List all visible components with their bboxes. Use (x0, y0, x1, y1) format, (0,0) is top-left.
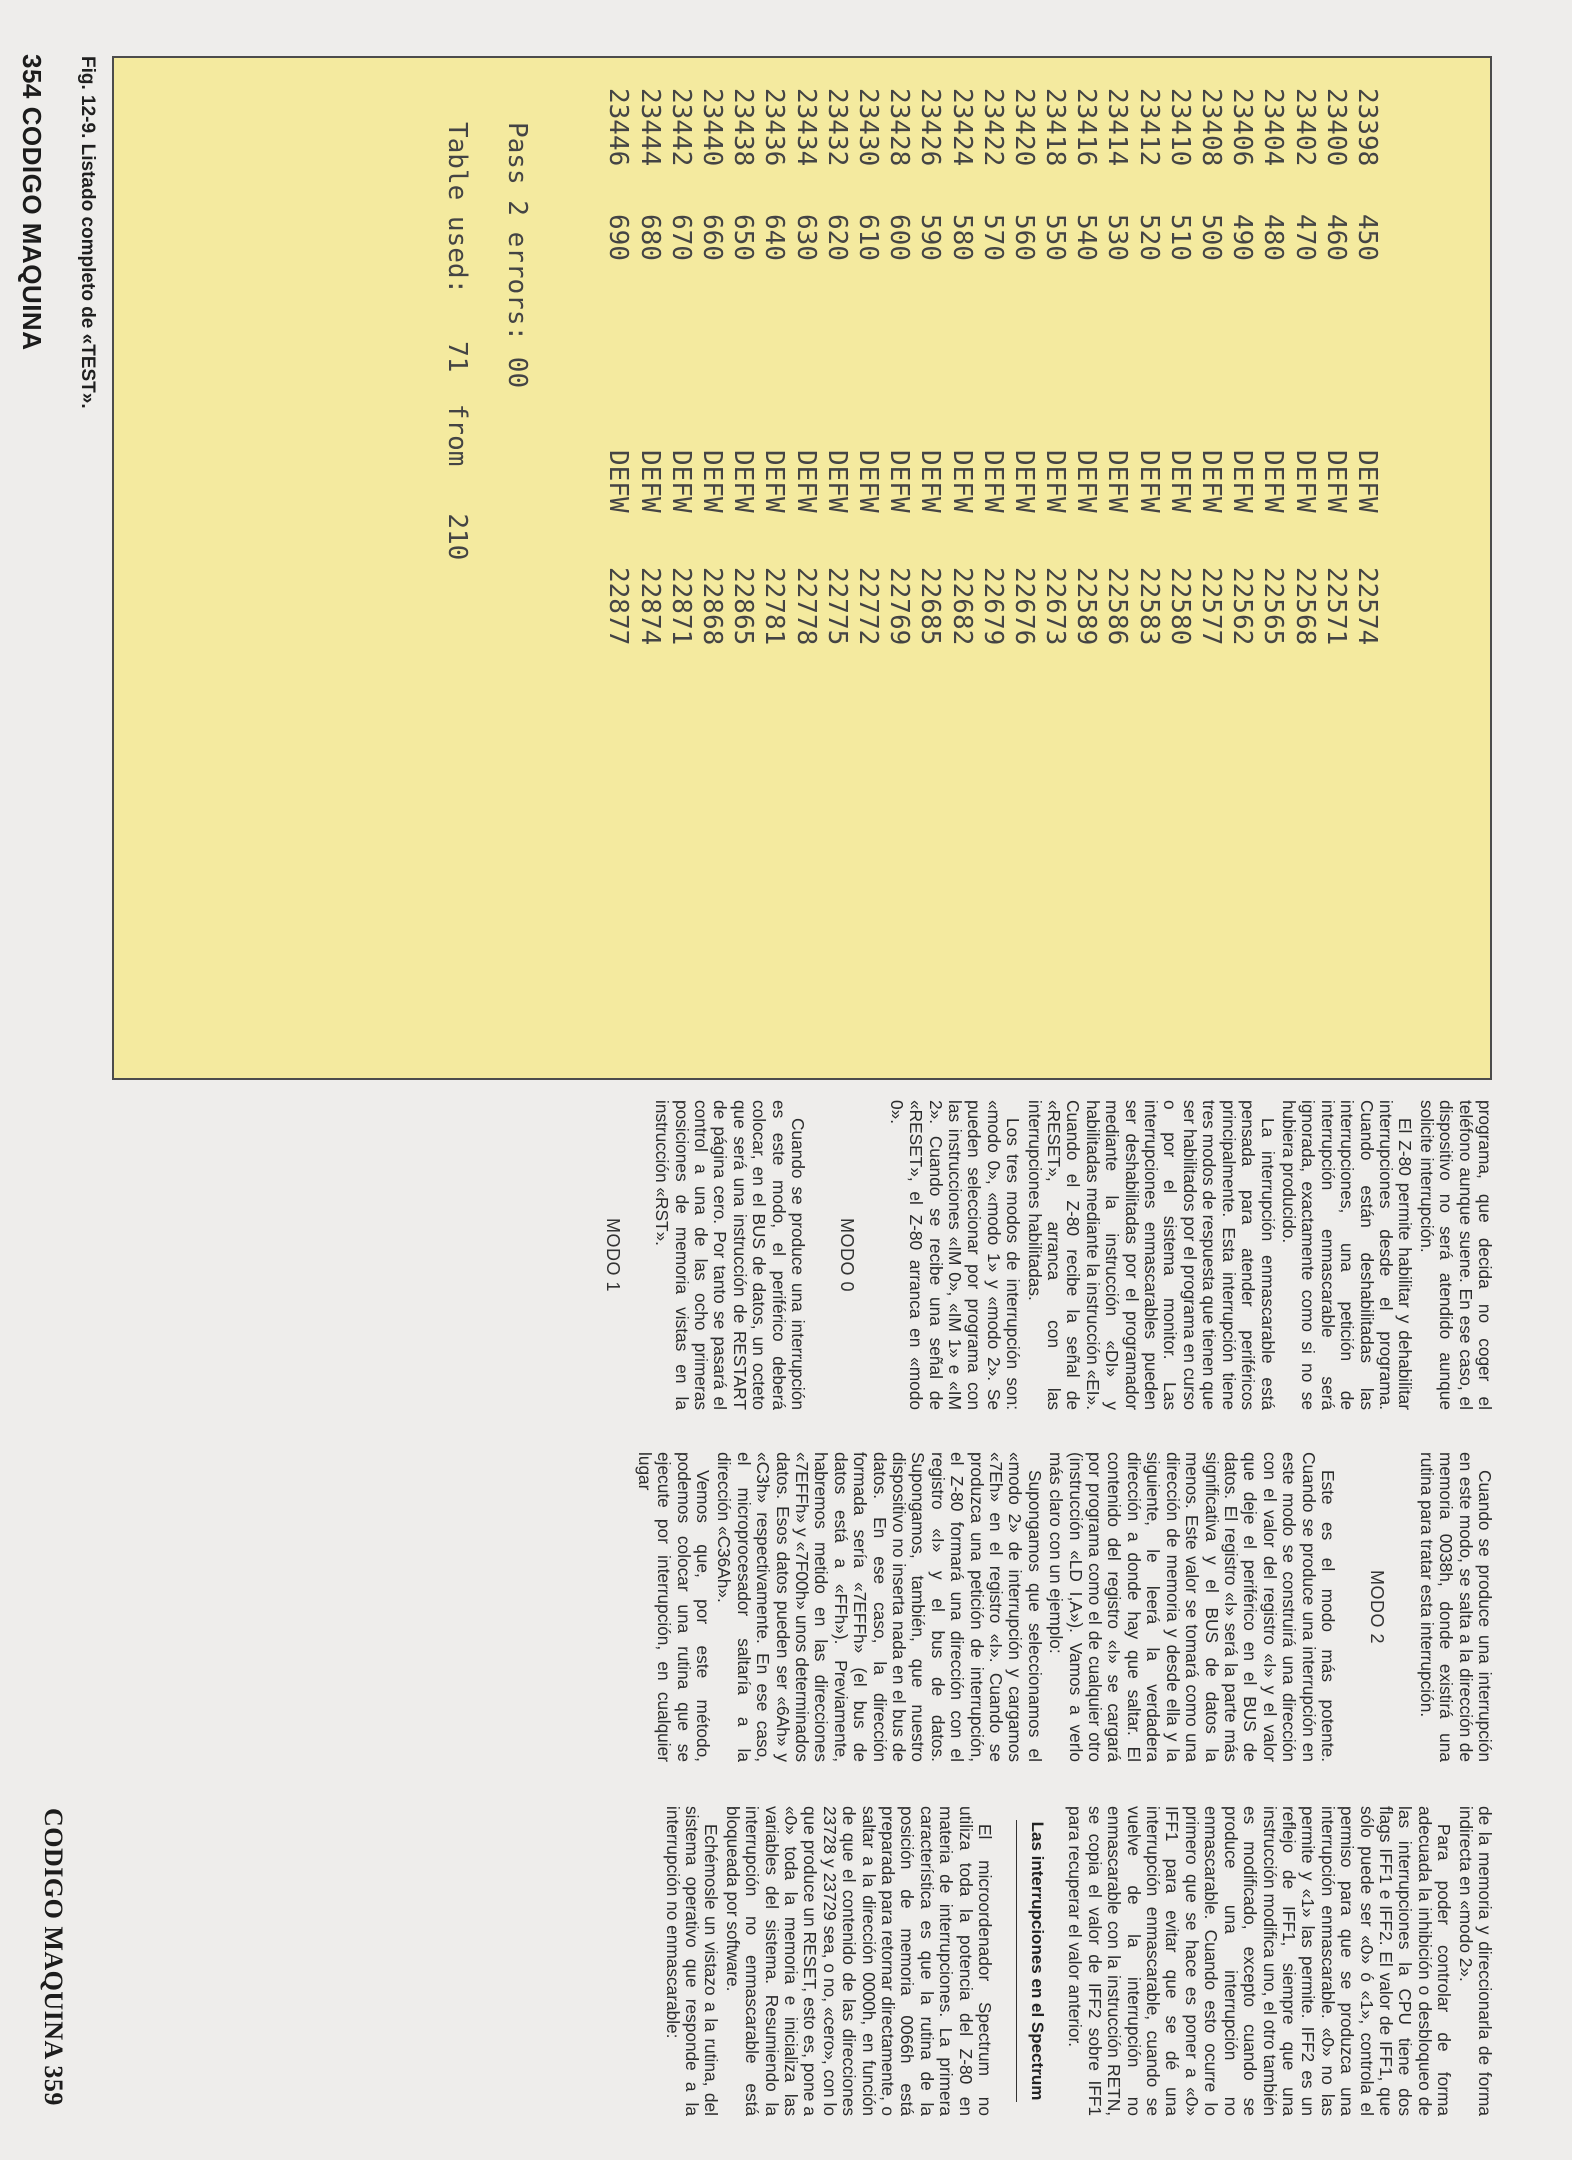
text-column-1 (572, 1100, 1494, 1410)
paragraph: Los tres modos de interrupción son: «modo 0», «modo 1» y «modo 2». Se pueden seleccionar por programa con las instrucciones «IM 0», «IM 1» e «IM 2». Cuando se recibe una señal de «RESET», el Z-80 arranca en «modo 0». (886, 1100, 1024, 1410)
value-cell: 22778 (790, 567, 821, 646)
directive-cell: DEFW (759, 450, 790, 513)
paragraph: Supongamos que seleccionamos el «modo 2» de interrupción y cargamos «7Eh» en el registro «I». Cuando se produzca una petición de interrupción, el Z-80 formará una dirección con el registro «I» y el bus de datos. Supongamos, también, que nuestro dispositivo no inserta nada en el bus de datos. En ese caso, la dirección formada sería «7EFFh» (el bus de datos está a «FFh»). Previamente, habremos metido en las direcciones «7EFFh» y «7F00h» unos determinados datos. Esos datos pueden ser «6Ah» y «C3h» respectivamente. En ese caso, el microprocesador saltaría a la dirección «C36Ah». (714, 1452, 1045, 1762)
line-number-cell: 660 (697, 214, 728, 261)
directive-cell: DEFW (884, 450, 915, 513)
address-cell: 23418 (1040, 88, 1071, 167)
section-heading: Las interrupciones en el Spectrum (1016, 1820, 1047, 2102)
address-cell: 23406 (1227, 88, 1258, 167)
address-cell: 23434 (790, 88, 821, 167)
text-column-3 (662, 1806, 1494, 2116)
listing-row (1351, 88, 1382, 1048)
listing-row (634, 88, 665, 1048)
assembler-listing-panel (112, 56, 1492, 1080)
value-cell: 22565 (1258, 567, 1289, 646)
paragraph: Vemos que, por este método, podemos colocar una rutina que se ejecute por interrupción, en cualquier lugar (634, 1452, 713, 1762)
directive-cell: DEFW (946, 450, 977, 513)
directive-cell: DEFW (977, 450, 1008, 513)
value-cell: 22562 (1227, 567, 1258, 646)
line-number-cell: 600 (884, 214, 915, 261)
address-cell: 23410 (1164, 88, 1195, 167)
address-cell: 23432 (821, 88, 852, 167)
listing-row (1101, 88, 1132, 1048)
value-cell: 22583 (1133, 567, 1164, 646)
directive-cell: DEFW (1102, 450, 1133, 513)
paragraph: Cuando se produce una interrupción en este modo, se salta a la dirección de memoria 0038h, donde existirá una rutina para tratar esta interrupción. (1416, 1452, 1495, 1762)
directive-cell: DEFW (634, 450, 665, 513)
mode-0-heading: MODO 0 (837, 1217, 858, 1292)
line-number-cell: 680 (634, 214, 665, 261)
address-cell: 23416 (1071, 88, 1102, 167)
listing-row (852, 88, 883, 1048)
line-number-cell: 540 (1071, 214, 1102, 261)
directive-cell: DEFW (1071, 450, 1102, 513)
address-cell: 23414 (1102, 88, 1133, 167)
address-cell: 23420 (1008, 88, 1039, 167)
directive-cell: DEFW (1258, 450, 1289, 513)
directive-cell: DEFW (665, 450, 696, 513)
listing-row (665, 88, 696, 1048)
directive-cell: DEFW (1164, 450, 1195, 513)
listing-row (696, 88, 727, 1048)
mode-1-heading: MODO 1 (602, 1217, 623, 1292)
listing-row (821, 88, 852, 1048)
address-cell: 23400 (1320, 88, 1351, 167)
line-number-cell: 510 (1164, 214, 1195, 261)
value-cell: 22775 (821, 567, 852, 646)
value-cell: 22868 (697, 567, 728, 646)
address-cell: 23422 (977, 88, 1008, 167)
paragraph: programa, que decida no coger el teléfono aunque suene. En ese caso, el dispositivo no será atendido aunque solicite interrupción. (1416, 1100, 1495, 1410)
line-number-cell: 580 (946, 214, 977, 261)
listing-row (945, 88, 976, 1048)
line-number-cell: 560 (1008, 214, 1039, 261)
line-number-cell: 610 (853, 214, 883, 261)
line-number-cell: 470 (1289, 214, 1320, 261)
line-number-cell: 590 (915, 214, 946, 261)
listing-row (883, 88, 914, 1048)
directive-cell: DEFW (1289, 450, 1320, 513)
value-cell: 22589 (1071, 567, 1102, 646)
listing-row (1070, 88, 1101, 1048)
listing-row (602, 88, 633, 1048)
line-number-cell: 550 (1040, 214, 1071, 261)
value-cell: 22586 (1102, 567, 1133, 646)
address-cell: 23424 (946, 88, 977, 167)
address-cell: 23408 (1196, 88, 1227, 167)
directive-cell: DEFW (821, 450, 852, 513)
directive-cell: DEFW (1352, 450, 1382, 513)
table-used-line: Table used: 71 from 210 (442, 122, 472, 561)
address-cell: 23404 (1258, 88, 1289, 167)
directive-cell: DEFW (790, 450, 821, 513)
text-column-2 (634, 1452, 1494, 1762)
paragraph: Para poder controlar de forma adecuada la inhibición o desbloqueo de las interrupciones la CPU tiene dos flags IFF1 e IFF2. El valor de IFF1, que sólo puede ser «0» ó «1», controla el permiso para que se produzca una interrupción enmascarable. «0» no las permite y «1» las permite. IFF2 es un reflejo de IFF1, siempre que una instrucción modifica uno, el otro también es modificado, excepto cuando se produce una interrupción no enmascarable. Cuando esto ocurre lo primero que se hace es poner a «0» IFF1 para evitar que se dé una interrupción enmascarable, cuando se vuelve de la interrupción no enmascarable con la instrucción RETN, se copia el valor de IFF2 sobre IFF1 para recuperar el valor anterior. (1065, 1806, 1455, 2116)
directive-cell: DEFW (853, 450, 883, 513)
directive-cell: DEFW (1196, 450, 1227, 513)
line-number-cell: 490 (1227, 214, 1258, 261)
value-cell: 22685 (915, 567, 946, 646)
listing-row (1288, 88, 1319, 1048)
listing-row (1039, 88, 1070, 1048)
value-cell: 22781 (759, 567, 790, 646)
value-cell: 22772 (853, 567, 883, 646)
value-cell: 22568 (1289, 567, 1320, 646)
line-number-cell: 690 (603, 214, 634, 261)
value-cell: 22673 (1040, 567, 1071, 646)
listing-row (977, 88, 1008, 1048)
address-cell: 23402 (1289, 88, 1320, 167)
paragraph: Este es el modo más potente. Cuando se produce una interrupción en este modo se construirá una dirección con el valor del registro «I» y el valor que deje el periférico en el BUS de datos. El registro «I» será la parte más significativa y el BUS de datos la menos. Este valor se tomará como una dirección de memoria y desde ella y la siguiente, le leerá la verdadera dirección a donde hay que saltar. El contenido del registro «I» se cargará por programa como el de cualquier otro (instrucción «LD I,A»). Vamos a verlo más claro con un ejemplo: (1046, 1452, 1338, 1762)
line-number-cell: 500 (1196, 214, 1227, 261)
value-cell: 22865 (728, 567, 759, 646)
listing-row (1257, 88, 1288, 1048)
pass-errors-line: Pass 2 errors: 00 (502, 122, 532, 389)
line-number-cell: 640 (759, 214, 790, 261)
paragraph: Cuando se produce una interrupción es este modo, el periférico deberá colocar, en el BUS de datos, un octeto que será una instrucción de RESTART de página cero. Por tanto se pasará el control a una de las ocho primeras posiciones de memoria vistas en la instrucción «RST». (652, 1100, 808, 1410)
directive-cell: DEFW (915, 450, 946, 513)
listing-row (1320, 88, 1351, 1048)
value-cell: 22574 (1352, 567, 1382, 646)
address-cell: 23436 (759, 88, 790, 167)
directive-cell: DEFW (728, 450, 759, 513)
line-number-cell: 480 (1258, 214, 1289, 261)
listing-row (758, 88, 789, 1048)
address-cell: 23428 (884, 88, 915, 167)
value-cell: 22871 (665, 567, 696, 646)
line-number-cell: 650 (728, 214, 759, 261)
listing-row (1008, 88, 1039, 1048)
line-number-cell: 670 (665, 214, 696, 261)
listing-row (1195, 88, 1226, 1048)
value-cell: 22877 (603, 567, 634, 646)
right-page-folio: CODIGO MAQUINA 359 (39, 1808, 68, 2106)
listing-row (914, 88, 945, 1048)
line-number-cell: 460 (1320, 214, 1351, 261)
directive-cell: DEFW (1008, 450, 1039, 513)
address-cell: 23438 (728, 88, 759, 167)
value-cell: 22571 (1320, 567, 1351, 646)
directive-cell: DEFW (697, 450, 728, 513)
line-number-cell: 530 (1102, 214, 1133, 261)
line-number-cell: 570 (977, 214, 1008, 261)
line-number-cell: 450 (1352, 214, 1382, 261)
directive-cell: DEFW (1320, 450, 1351, 513)
listing-rows (602, 88, 1382, 1048)
paragraph: Echémosle un vistazo a la rutina, del sistema operativo que responde a la interrupción no enmascarable: (662, 1806, 722, 2116)
paragraph: de la memoria y direccionarla de forma indirecta en «modo 2». (1455, 1806, 1495, 2116)
left-page-folio: 354 CODIGO MAQUINA (17, 54, 47, 351)
listing-row (789, 88, 820, 1048)
address-cell: 23446 (603, 88, 634, 167)
value-cell: 22577 (1196, 567, 1227, 646)
value-cell: 22580 (1164, 567, 1195, 646)
address-cell: 23430 (853, 88, 883, 167)
line-number-cell: 620 (821, 214, 852, 261)
directive-cell: DEFW (1227, 450, 1258, 513)
listing-row (727, 88, 758, 1048)
address-cell: 23442 (665, 88, 696, 167)
address-cell: 23440 (697, 88, 728, 167)
paragraph: El Z-80 permite habilitar y dehabilitar interrupciones desde el programa. Cuando están deshabilitadas las interrupciones, una petición de interrupción enmascarable será ignorada, exactamente como si no se hubiera producido. (1278, 1100, 1416, 1410)
value-cell: 22679 (977, 567, 1008, 646)
address-cell: 23412 (1133, 88, 1164, 167)
line-number-cell: 520 (1133, 214, 1164, 261)
value-cell: 22769 (884, 567, 915, 646)
line-number-cell: 630 (790, 214, 821, 261)
directive-cell: DEFW (603, 450, 634, 513)
value-cell: 22682 (946, 567, 977, 646)
figure-caption: Fig. 12-9. Listado completo de «TEST». (77, 56, 98, 409)
address-cell: 23398 (1352, 88, 1382, 167)
listing-row (1164, 88, 1195, 1048)
listing-row (1226, 88, 1257, 1048)
value-cell: 22676 (1008, 567, 1039, 646)
value-cell: 22874 (634, 567, 665, 646)
address-cell: 23426 (915, 88, 946, 167)
directive-cell: DEFW (1040, 450, 1071, 513)
paragraph: El microordenador Spectrum no utiliza toda la potencia del Z-80 en materia de interrupciones. La primera característica es que la rutina de la posición de memoria 0066h está preparada para retornar directamente, o saltar a la dirección 0000h, en función de que el contenido de las direcciones 23728 y 23729 sea, o no, «cero», con lo que produce un RESET, esto es, pone a «0» toda la memoria e inicializa las variables del sistema. Resumiendo la interrupción no enmascarable está bloqueada por software. (722, 1806, 996, 2116)
address-cell: 23444 (634, 88, 665, 167)
directive-cell: DEFW (1133, 450, 1164, 513)
paragraph: La interrupción enmascarable está pensada para atender periféricos principalmente. Esta interrupción tiene tres modos de respuesta que tienen que ser habilitados por el programa en curso o por el sistema monitor. Las interrupciones enmascarables pueden ser deshabilitadas por el programador mediante la instrucción «DI» y habilitadas mediante la instrucción «EI». Cuando el Z-80 recibe la señal de «RESET», arranca con las interrupciones habilitadas. (1024, 1100, 1278, 1410)
listing-row (1133, 88, 1164, 1048)
mode-2-heading: MODO 2 (1367, 1569, 1388, 1644)
